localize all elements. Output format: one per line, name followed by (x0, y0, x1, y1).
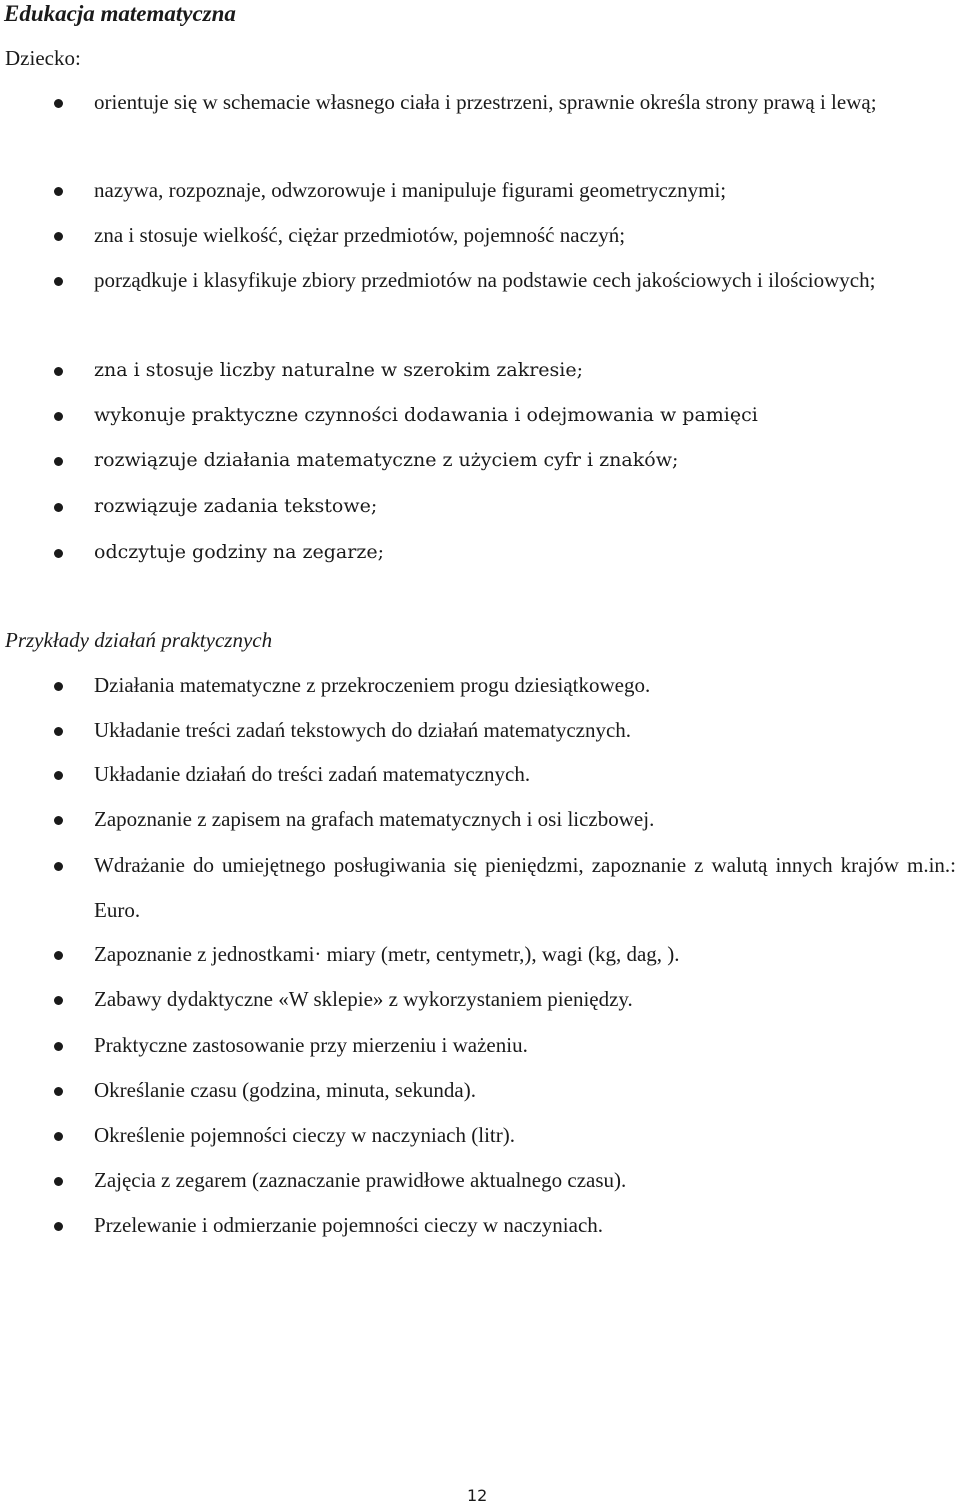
bullet-icon (54, 951, 63, 960)
bullet-icon (54, 727, 63, 736)
list-item-text: zna i stosuje wielkość, ciężar przedmiotów, pojemność naczyń; (94, 223, 626, 247)
examples-heading: Przykłady działań praktycznych (5, 628, 273, 652)
list-item-text: Zabawy dydaktyczne «W sklepie» z wykorzystaniem pieniędzy. (94, 987, 633, 1011)
list-item-text: nazywa, rozpoznaje, odwzorowuje i manipuluje figurami geometrycznymi; (94, 178, 727, 202)
bullet-icon (54, 862, 63, 871)
bullet-icon (54, 1177, 63, 1186)
bullet-icon (54, 277, 63, 286)
bullet-icon (54, 549, 63, 558)
bullet-icon (54, 682, 63, 691)
list-item-text: Układanie działań do treści zadań matematycznych. (94, 762, 531, 786)
bullet-icon (54, 412, 63, 421)
list-item-text: Praktyczne zastosowanie przy mierzeniu i ważeniu. (94, 1033, 528, 1057)
bullet-icon (54, 816, 63, 825)
bullet-icon (54, 1132, 63, 1141)
list-item-text: Przelewanie i odmierzanie pojemności cieczy w naczyniach. (94, 1213, 604, 1237)
list-item-text: rozwiązuje zadania tekstowe; (94, 495, 378, 517)
bullet-icon (54, 996, 63, 1005)
list-item-text: odczytuje godziny na zegarze; (94, 541, 384, 563)
bullet-icon (54, 1222, 63, 1231)
bullet-icon (54, 99, 63, 108)
intro-label: Dziecko: (5, 46, 81, 70)
list-item-text: rozwiązuje działania matematyczne z użyciem cyfr i znaków; (94, 449, 679, 471)
bullet-icon (54, 367, 63, 376)
section-title: Edukacja matematyczna (4, 1, 236, 26)
bullet-icon (54, 771, 63, 780)
list-item-text: orientuje się w schemacie własnego ciała i przestrzeni, sprawnie określa strony prawą i lewą; (94, 90, 877, 114)
list-item-text: Zajęcia z zegarem (zaznaczanie prawidłowe aktualnego czasu). (94, 1168, 627, 1192)
list-item-text: Zapoznanie z jednostkami· miary (metr, centymetr,), wagi (kg, dag, ). (94, 942, 680, 966)
list-item-text: Określanie czasu (godzina, minuta, sekunda). (94, 1078, 476, 1102)
list-item-text: Wdrażanie do umiejętnego posługiwania się pieniędzmi, zapoznanie z walutą innych krajów m.in.: Euro. (94, 853, 956, 922)
list-item-text: porządkuje i klasyfikuje zbiory przedmiotów na podstawie cech jakościowych i ilościowych; (94, 268, 876, 292)
bullet-icon (54, 187, 63, 196)
list-item-text: Zapoznanie z zapisem na grafach matematycznych i osi liczbowej. (94, 807, 655, 831)
bullet-icon (54, 457, 63, 466)
list-item-text: Działania matematyczne z przekroczeniem progu dziesiątkowego. (94, 673, 651, 697)
list-item-text: zna i stosuje liczby naturalne w szerokim zakresie; (94, 359, 584, 381)
list-item-text: Układanie treści zadań tekstowych do działań matematycznych. (94, 718, 632, 742)
page-number: 12 (467, 1486, 488, 1505)
list-item-text: Określenie pojemności cieczy w naczyniach (litr). (94, 1123, 515, 1147)
bullet-icon (54, 232, 63, 241)
bullet-icon (54, 503, 63, 512)
list-item-text: wykonuje praktyczne czynności dodawania i odejmowania w pamięci (94, 404, 758, 426)
bullet-icon (54, 1087, 63, 1096)
bullet-icon (54, 1042, 63, 1051)
